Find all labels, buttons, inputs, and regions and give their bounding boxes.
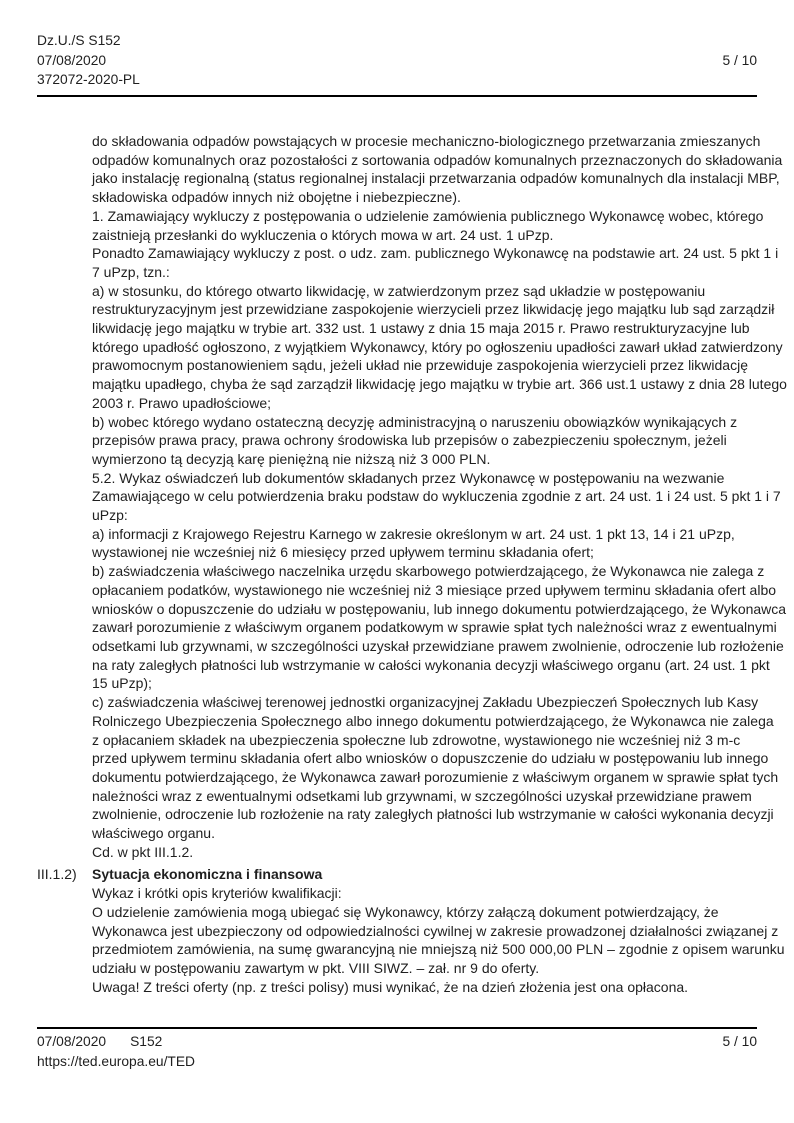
line-text: wniosków o dopuszczenie do udziału w postępowaniu, lub innego dokumentu potwierdzającego, że Wykonawca: [92, 600, 787, 617]
line-text: jako instalację regionalną (status regionalnej instalacji przetwarzania odpadów komunalnych dla instalacji MBP,: [92, 170, 780, 187]
header-notice-number: 372072-2020-PL: [37, 72, 140, 88]
document-line: [37, 319, 757, 338]
section-number: [37, 787, 92, 806]
line-text: zaistnieją przesłanki do wykluczenia o których mowa w art. 24 ust. 1 uPzp.: [92, 226, 554, 243]
section-number: [37, 749, 92, 768]
line-text: odpadów komunalnych oraz pozostałości z sortowania odpadów komunalnych przeznaczonych do składowania: [92, 151, 783, 168]
section-number: [37, 188, 92, 207]
section-number: [37, 169, 92, 188]
header-date: 07/08/2020: [37, 52, 107, 68]
document-line: [37, 959, 757, 978]
line-text: likwidację jego majątku w trybie art. 332 ust. 1 ustawy z dnia 15 maja 2015 r. Prawo restrukturyzacyjne lub: [92, 320, 750, 337]
line-text: Wykaz i krótki opis kryteriów kwalifikacji:: [92, 885, 342, 902]
section-number: [37, 656, 92, 675]
section-number: [37, 637, 92, 656]
line-text: 2003 r. Prawo upadłościowe;: [92, 394, 271, 411]
section-number: [37, 207, 92, 226]
section-number: [37, 768, 92, 787]
line-text: opłacaniem podatków, wystawionego nie wcześniej niż 3 miesiące przed upływem terminu składania ofert albo: [92, 581, 777, 598]
line-text: 15 uPzp);: [92, 675, 152, 692]
document-line: [37, 824, 757, 843]
document-line: [37, 749, 769, 768]
section-number: [37, 413, 92, 432]
line-text: do składowania odpadów powstających w procesie mechaniczno-biologicznego przetwarzania zmieszanych: [92, 133, 761, 149]
line-text: c) zaświadczenia właściwej terenowej jednostki organizacyjnej Zakładu Ubezpieczeń Społecznych lub Kasy: [92, 694, 759, 711]
section-number: [37, 903, 92, 922]
section-number: [37, 618, 92, 637]
document-line: [37, 132, 761, 151]
section-number: [37, 940, 92, 959]
section-number: [37, 282, 92, 301]
section-number: [37, 712, 92, 731]
document-line: [37, 618, 777, 637]
line-text: przed upływem terminu składania ofert albo wniosków o dopuszczenie do udziału w postępowaniu lub innego: [92, 750, 769, 767]
section-number: [37, 338, 92, 357]
line-text: a) informacji z Krajowego Rejestru Karnego w zakresie określonym w art. 24 ust. 1 pkt 13, 14 i 21 uPzp,: [92, 525, 735, 542]
section-number: [37, 506, 92, 525]
section-number: [37, 824, 92, 843]
section-number: [37, 450, 92, 469]
section-number: [37, 356, 92, 375]
line-text: Cd. w pkt III.1.2.: [92, 843, 194, 860]
line-text: O udzielenie zamówienia mogą ubiegać się Wykonawcy, którzy załączą dokument potwierdzający, że: [92, 903, 719, 920]
section-number: [37, 922, 92, 941]
line-text: na raty zaległych płatności lub wstrzymanie w całości wykonania decyzji właściwego organu (art. 24 ust. 1 pkt: [92, 656, 770, 673]
section-number: [37, 562, 92, 581]
header-row: [37, 51, 757, 71]
line-text: udziału w postępowaniu zawartym w pkt. VIII SIWZ. – zał. nr 9 do oferty.: [92, 959, 540, 976]
section-number: [37, 843, 92, 862]
document-line: [37, 169, 780, 188]
line-text: 1. Zamawiający wykluczy z postępowania o udzielenie zamówienia publicznego Wykonawcę wobec, którego: [92, 207, 764, 224]
line-text: należności wraz z ewentualnymi odsetkami lub grzywnami, w szczególności uzyskał przewidziane prawem: [92, 787, 752, 804]
header-rule: [37, 95, 757, 97]
section-number: [37, 375, 92, 394]
footer-rule: [37, 1027, 757, 1029]
document-line: [37, 693, 757, 712]
document-line: [37, 450, 757, 469]
document-line: [37, 487, 781, 506]
line-text: uPzp:: [92, 507, 128, 524]
document-line: [37, 300, 775, 319]
line-text: 7 uPzp, tzn.:: [92, 263, 170, 280]
document-line: [37, 413, 757, 432]
line-text: przepisów prawa pracy, prawa ochrony środowiska lub przepisów o zabezpieczeniu społecznym, jeżeli: [92, 432, 727, 449]
document-line: [37, 244, 779, 263]
line-text: Ponadto Zamawiający wykluczy z post. o udz. zam. publicznego Wykonawcę na podstawie art. 24 ust. 5 pkt 1 i: [92, 245, 779, 262]
section-number: [37, 674, 92, 693]
document-line: [37, 731, 757, 750]
document-line: [37, 768, 779, 787]
document-line: [37, 394, 757, 413]
document-line: [37, 805, 774, 824]
section-number: [37, 319, 92, 338]
footer-page-indicator: 5 / 10: [722, 1034, 757, 1049]
line-text: wymierzono tą decyzją karę pieniężną nie niższą niż 3 000 PLN.: [92, 450, 491, 467]
document-line: [37, 581, 777, 600]
line-text: Uwaga! Z treści oferty (np. z treści polisy) musi wynikać, że na dzień złożenia jest ona opłacona.: [92, 978, 689, 995]
section-heading-row: [37, 865, 757, 884]
line-text: zwolnienie, odroczenie lub rozłożenie na raty zaległych płatności lub wstrzymanie w całości wykonania decyzji: [92, 806, 774, 823]
document-line: [37, 338, 783, 357]
footer-series: S152: [130, 1034, 163, 1049]
section-number: [37, 226, 92, 245]
document-line: [37, 940, 785, 959]
line-text: przedmiotem zamówienia, na sumę gwarancyjną nie mniejszą niż 500 000,00 PLN – zgodnie z opisem warunku: [92, 941, 785, 958]
document-line: [37, 282, 757, 301]
section-number: [37, 600, 92, 619]
section-number: [37, 978, 92, 997]
document-body: [37, 132, 787, 996]
document-line: [37, 263, 757, 282]
section-number: [37, 525, 92, 544]
document-line: [37, 637, 784, 656]
section-number: [37, 300, 92, 319]
document-line: [37, 506, 757, 525]
footer-date: 07/08/2020: [37, 1034, 107, 1049]
document-line: [37, 712, 774, 731]
document-line: [37, 600, 787, 619]
section-number: [37, 263, 92, 282]
line-text: dokumentu potwierdzającego, że Wykonawca zawarł porozumienie z właściwym organem w sprawie spłat tych: [92, 768, 779, 785]
document-line: [37, 525, 757, 544]
header-page-indicator: 5 / 10: [722, 52, 757, 68]
line-text: Zamawiającego w celu potwierdzenia braku podstaw do wykluczenia zgodnie z art. 24 ust. 1 i 24 ust. 5 pkt 1 i 7: [92, 488, 781, 505]
document-line: [37, 787, 757, 806]
document-line: [37, 843, 757, 862]
document-line: [37, 656, 770, 675]
line-text: Rolniczego Ubezpieczenia Społecznego albo innego dokumentu potwierdzającego, że Wykonawca nie zalega: [92, 712, 774, 729]
line-text: którego upadłość ogłoszono, z wyjątkiem Wykonawcy, który po ogłoszeniu upadłości zawarł układ zatwierdzony: [92, 338, 783, 355]
section-number: [37, 132, 92, 151]
line-text: Wykonawca jest ubezpieczony od odpowiedzialności cywilnej w zakresie prowadzonej działalności związanej z: [92, 922, 779, 939]
document-line: [37, 884, 757, 903]
page-header: [37, 31, 757, 90]
line-text: składowiska odpadów innych niż obojętne i niebezpieczne).: [92, 189, 461, 206]
document-line: [37, 469, 757, 488]
section-number: [37, 244, 92, 263]
section-number: [37, 731, 92, 750]
line-text: b) zaświadczenia właściwego naczelnika urzędu skarbowego potwierdzającego, że Wykonawca nie zalega z: [92, 563, 765, 580]
document-line: [37, 674, 757, 693]
line-text: restrukturyzacyjnym jest przewidziane zaspokojenie wierzycieli przez likwidację jego majątku lub sąd zarządził: [92, 301, 775, 318]
line-text: odsetkami lub grzywnami, w szczególności uzyskał przewidziane prawem zwolnienie, odroczenie lub rozłożenie: [92, 637, 784, 654]
footer-url-link[interactable]: https://ted.europa.eu/TED: [37, 1053, 195, 1069]
section-number: [37, 805, 92, 824]
document-line: [37, 543, 757, 562]
document-line: [37, 903, 757, 922]
footer-left: [37, 1032, 162, 1052]
document-line: [37, 978, 757, 997]
line-text: Sytuacja ekonomiczna i finansowa: [92, 866, 323, 883]
document-line: [37, 431, 757, 450]
section-number: [37, 394, 92, 413]
document-line: [37, 207, 764, 226]
section-number: [37, 469, 92, 488]
line-text: majątku upadłego, chyba że sąd zarządził likwidację jego majątku w trybie art. 366 ust.1 ustawy z dnia 28 lutego: [92, 376, 787, 393]
line-text: z opłacaniem składek na ubezpieczenia społeczne lub zdrowotne, wystawionego nie wcześniej niż 3 m-c: [92, 731, 741, 748]
line-text: 5.2. Wykaz oświadczeń lub dokumentów składanych przez Wykonawcę w postępowaniu na wezwanie: [92, 469, 725, 486]
document-line: [37, 188, 757, 207]
line-text: wystawionej nie wcześniej niż 6 miesięcy przed upływem terminu składania ofert;: [92, 544, 594, 561]
section-number: [37, 543, 92, 562]
document-line: [37, 226, 757, 245]
line-text: właściwego organu.: [92, 825, 215, 842]
document-line: [37, 375, 787, 394]
footer-row: [37, 1032, 757, 1052]
page-footer: [37, 1032, 757, 1071]
section-number: [37, 959, 92, 978]
section-number: [37, 487, 92, 506]
section-number: [37, 884, 92, 903]
section-number: [37, 431, 92, 450]
document-line: [37, 356, 757, 375]
line-text: prawomocnym postanowieniem sądu, jeżeli układ nie przewiduje zaspokojenia wierzycieli przez likwidację: [92, 357, 748, 374]
header-journal: Dz.U./S S152: [37, 33, 121, 48]
document-line: [37, 151, 783, 170]
section-number: [37, 693, 92, 712]
document-line: [37, 562, 765, 581]
section-number: [37, 581, 92, 600]
section-number: III.1.2): [37, 866, 77, 883]
document-line: [37, 922, 779, 941]
section-number: [37, 151, 92, 170]
line-text: b) wobec którego wydano ostateczną decyzję administracyjną o naruszeniu obowiązków wynikających z: [92, 413, 738, 430]
line-text: a) w stosunku, do którego otwarto likwidację, w zatwierdzonym przez sąd układzie w postępowaniu: [92, 282, 706, 299]
line-text: zawarł porozumienie z właściwym organem podatkowym w sprawie spłat tych należności wraz z ewentualnymi: [92, 619, 777, 636]
